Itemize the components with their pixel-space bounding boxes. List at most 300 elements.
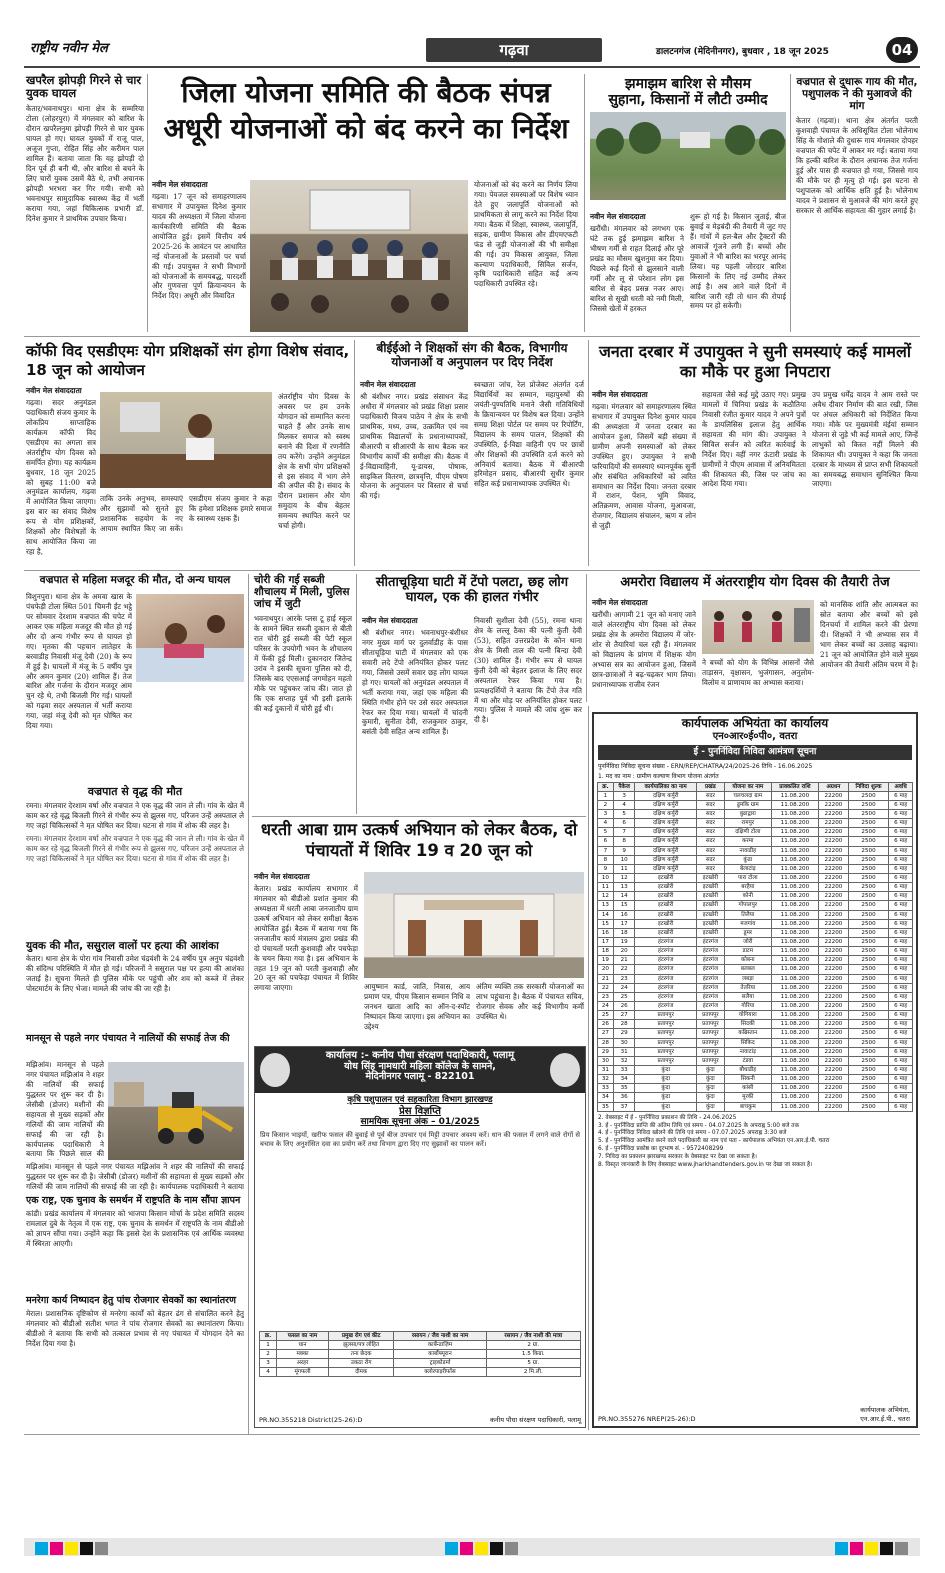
- table-cell: कुंदा: [696, 1084, 724, 1093]
- table-cell: 6 माह: [889, 1029, 913, 1038]
- amrora-col-2: ने बच्चों को योग के विभिन्न आसनों जैसे ताड़ासन, वृक्षासन, भुजंगासन, अनुलोम-विलोम व प्राणायाम का अभ्यास कराया।: [702, 658, 814, 687]
- table-cell: 6 माह: [889, 947, 913, 956]
- column-divider: [790, 74, 791, 332]
- janta-col-1: [592, 390, 696, 566]
- crop-disease-table: [259, 1331, 581, 1378]
- table-row: [598, 892, 913, 901]
- notice-header: [255, 1047, 585, 1093]
- table-cell: 4: [613, 800, 635, 809]
- table-cell: 22200: [819, 864, 849, 873]
- notice-plant-protection: [254, 1046, 586, 1428]
- table-cell: 11.08.200: [771, 1038, 818, 1047]
- tender-signature-2: एन.आर.ई.पी., चतरा: [860, 1415, 910, 1423]
- table-cell: इटखोरी: [696, 883, 724, 892]
- table-cell: 11.08.200: [771, 1056, 818, 1065]
- table-row: [598, 819, 913, 828]
- story-youth-death: [26, 940, 244, 1032]
- table-cell: मजगांव: [724, 919, 771, 928]
- table-cell: 11.08.200: [771, 947, 818, 956]
- table-cell: 4: [598, 819, 614, 828]
- story-lightning-woman: [26, 574, 244, 784]
- page-number-text: 04: [891, 41, 913, 59]
- table-cell: कोनी: [724, 892, 771, 901]
- table-cell: 22200: [819, 846, 849, 855]
- table-cell: 13: [613, 883, 635, 892]
- table-cell: 6 माह: [889, 1011, 913, 1020]
- table-cell: 2500: [848, 846, 889, 855]
- table-cell: इटखोरी: [635, 919, 696, 928]
- table-cell: 30: [613, 1038, 635, 1047]
- table-cell: 11.08.200: [771, 846, 818, 855]
- table-cell: 2500: [848, 947, 889, 956]
- section-rule: [24, 336, 920, 337]
- table-cell: 22200: [819, 938, 849, 947]
- table-cell: दक्षिण कर्पुरी: [635, 810, 696, 819]
- table-cell: 6 माह: [889, 938, 913, 947]
- section-bar: [426, 38, 602, 62]
- table-cell: इटखोरी: [635, 901, 696, 910]
- table-cell: 22200: [819, 819, 849, 828]
- elder-continued: [26, 834, 244, 938]
- notice-dept: कृषि पशुपालन एवं सहकारिता विभाग झारखण्ड: [347, 1095, 493, 1105]
- table-cell: पारा टोला: [724, 874, 771, 883]
- table-row: [598, 1084, 913, 1093]
- table-cell: इटखोरी: [635, 928, 696, 937]
- injured-photo: [136, 594, 244, 682]
- table-cell: 11.08.200: [771, 800, 818, 809]
- table-cell: 11.08.200: [771, 1020, 818, 1029]
- byline: नवीन मेल संवाददाता: [254, 872, 310, 881]
- table-cell: 2500: [848, 1020, 889, 1029]
- table-cell: 11.08.200: [771, 874, 818, 883]
- story-body: केतार (गढ़वा)। थाना क्षेत्र अंतर्गत परती कुशवाही पंचायत के अधिसूचित टोला भोलेनाथ सिंह के गोशाले की दुधारू गाय मंगलवार दोपहर वज्रपात की चपेट में आकर मर गई। बताया गया कि हल्की बारिश के दौरान अचानक तेज गर्जना हुई और पास ही वज्रपात हो गया, जिससे गाय की मौके पर ही मृत्यु हो गई। इस घटना से पशुपालक को आर्थिक क्षति हुई है। भोलेनाथ यादव ने प्रशासन से मुआवजे की मांग करते हुए सरकार से आर्थिक सहायता की गुहार लगाई है।: [796, 116, 918, 215]
- table-cell: हंटरगंज: [696, 983, 724, 992]
- injured-photo-illustration: [136, 594, 244, 682]
- table-row: [598, 947, 913, 956]
- tender-ref: पुनर्निविदा निविदा सूचना संख्या - ERN/REP/CHATRA/24/2025-26 तिथि - 16.06.2025: [598, 762, 813, 770]
- table-cell: 22200: [819, 901, 849, 910]
- table-cell: 22200: [819, 974, 849, 983]
- monsoon-continued-text: मझिआंव। मानसून से पहले नगर पंचायत मझिआंव ने शहर की नालियों की सफाई युद्धस्तर पर शुरू कर दी है। जेसीबी (डोजर) मशीनों की सहायता से मुख्य सड़कों और गलियों की जाम नालियों की सफाई की जा रही है। कार्यपालक पदाधिकारी ने बताया: [26, 1162, 244, 1191]
- footer-rule: [24, 1434, 920, 1435]
- table-row: [260, 1340, 581, 1349]
- tempo-col-2: निवासी सुशीला देवी (55), रमना थाना क्षेत्र के लल्लू ठैका की पत्नी कुंती देवी (53), सहित उत्तरप्रदेश के कोन थाना क्षेत्र के मिसी ताल की पत्नी बिन्दा देवी (30) शामिल हैं। गंभीर रूप से घायल कुंती देवी को बेहतर इलाज के लिए सदर अस्पताल रेफर किया गया है। प्रत्यक्षदर्शियों ने बताया कि टेंपो तेज गति में था और मोड़ पर अनियंत्रित होकर पलट गया। पुलिस ने मामले की जांच शुरू कर दी है।: [474, 616, 582, 725]
- table-cell: 13: [598, 901, 614, 910]
- table-cell: 6 माह: [889, 901, 913, 910]
- table-cell: तेतरिया: [724, 983, 771, 992]
- weather-col-1: [590, 212, 684, 332]
- story-body: गढ़वा। मंगलवार को समाहरणालय स्थित सभागार में उपायुक्त दिनेश कुमार यादव की अध्यक्षता में जनता दरबार का आयोजन हुआ, जिसमें बड़ी संख्या में ग्रामीण अपनी समस्याओं को लेकर उपस्थित हुए। उपायुक्त ने सभी फरियादियों की समस्याएं ध्यानपूर्वक सुनीं और संबंधित अधिकारियों को त्वरित समाधान का निर्देश दिया। जनता दरबार में राशन, पेंशन, भूमि विवाद, अतिक्रमण, आवास योजना, मुआवजा, रोजगार, विद्यालय संचालन, ऋण व लोन से जुड़ी: [592, 402, 696, 531]
- tender-note-line: 6. ई - पुनर्निविदा प्रकोष्ठ का दूरभाष सं. - 9572408299: [598, 1145, 724, 1152]
- table-cell: 22200: [819, 928, 849, 937]
- table-row: [598, 910, 913, 919]
- table-cell: 8: [613, 837, 635, 846]
- byline: नवीन मेल संवाददाता: [360, 380, 416, 389]
- lead-headline-2: अधूरी योजनाओं को बंद करने का निर्देश: [163, 111, 569, 145]
- table-cell: 11.08.200: [771, 1075, 818, 1084]
- notice-office-line-3: मेदिनीनगर पलामू - 822101: [365, 1071, 475, 1083]
- table-header-cell: फसल का नाम: [277, 1331, 329, 1340]
- table-row: [598, 1056, 913, 1065]
- rain-field-illustration: [590, 112, 786, 200]
- table-cell: 11.08.200: [771, 1066, 818, 1075]
- table-cell: 6 माह: [889, 1056, 913, 1065]
- table-cell: दक्षिणी टोला: [724, 828, 771, 837]
- table-cell: 7: [598, 846, 614, 855]
- notice-press: प्रेस विज्ञप्ति: [399, 1105, 441, 1117]
- table-row: [598, 864, 913, 873]
- table-cell: 11.08.200: [771, 965, 818, 974]
- table-cell: 6 माह: [889, 810, 913, 819]
- table-row: [598, 1047, 913, 1056]
- table-row: [598, 791, 913, 800]
- table-header-cell: योजना का नाम: [724, 782, 771, 791]
- table-cell: 10: [613, 855, 635, 864]
- notice-table-wrap: [255, 1331, 585, 1378]
- table-row: [598, 837, 913, 846]
- table-header-cell: पैकेज: [613, 782, 635, 791]
- story-body: केतार। थाना क्षेत्र के पोरा गांव निवासी उमेश चंद्रवंशी के 24 वर्षीय पुत्र अनुप चंद्रवंशी की संदिग्ध परिस्थिति में मौत हो गई। परिजनों ने ससुराल पक्ष पर हत्या की आशंका जताई है। सूचना मिलते ही पुलिस मौके पर पहुंची और शव को कब्जे में लेकर पोस्टमार्टम के लिए भेजा। मामले की जांच की जा रही है।: [26, 954, 244, 993]
- beeo-col-2: स्वच्छता जांच, रेल प्रोजेक्ट अंतर्गत दर्ज विद्यार्थियों का सम्मान, महापुरुषों की जयंती-पुण्यतिथि मनाने जैसी गतिविधियों के क्रियान्वयन पर विशेष बल दिया। उन्होंने समग्र शिक्षा पोर्टल पर समय पर रिपोर्टिंग, विद्यालय के समय पालन, शिक्षकों की उपस्थिति, ई-विद्या वाहिनी एप पर छात्रों और शिक्षकों की उपस्थिति दर्ज करने को अनिवार्य बताया। बैठक में बीआरपी हरिमोहन प्रसाद, बीआरपी सुधीर कुमार सहित कई प्रधानाध्यापक उपस्थित थे।: [474, 380, 584, 489]
- table-cell: 2500: [848, 956, 889, 965]
- table-cell: दक्षिण कर्पुरी: [635, 864, 696, 873]
- table-cell: 20: [613, 947, 635, 956]
- tender-table: [597, 782, 913, 1112]
- table-cell: 2500: [848, 1029, 889, 1038]
- table-cell: 28: [598, 1038, 614, 1047]
- table-header-cell: प्राक्कलित राशि: [771, 782, 818, 791]
- table-cell: 22: [598, 983, 614, 992]
- table-cell: 22200: [819, 919, 849, 928]
- table-cell: प्रतापपुर: [696, 1038, 724, 1047]
- table-cell: 12: [613, 874, 635, 883]
- column-divider: [356, 574, 357, 814]
- table-cell: 22200: [819, 791, 849, 800]
- table-cell: प्रतापपुर: [635, 1011, 696, 1020]
- table-cell: दक्षिण कर्पुरी: [635, 800, 696, 809]
- headline: खपरैल झोपड़ी गिरने से चार युवक घायल: [26, 73, 142, 101]
- table-cell: ढुमकि ग्राम: [724, 800, 771, 809]
- table-cell: 14: [598, 910, 614, 919]
- table-cell: धान: [277, 1340, 329, 1349]
- table-header-cell: प्रखंड: [696, 782, 724, 791]
- byline: नवीन मेल संवाददाता: [26, 386, 82, 395]
- table-cell: 11.08.200: [771, 1011, 818, 1020]
- table-cell: 11.08.200: [771, 974, 818, 983]
- table-cell: 2500: [848, 828, 889, 837]
- table-cell: 16: [613, 910, 635, 919]
- table-cell: 2500: [848, 910, 889, 919]
- table-cell: 2500: [848, 864, 889, 873]
- headline: कॉफी विद एसडीएमः योग प्रशिक्षकों संग होगा विशेष संवाद, 18 जून को आयोजन: [26, 342, 350, 379]
- table-cell: 22200: [819, 828, 849, 837]
- column-divider: [248, 574, 249, 1434]
- table-cell: इटखोरी: [696, 901, 724, 910]
- table-cell: 11.08.200: [771, 791, 818, 800]
- story-theft: [254, 574, 352, 814]
- table-cell: 11.08.200: [771, 983, 818, 992]
- table-cell: 6 माह: [889, 883, 913, 892]
- color-strip-center: [444, 1540, 519, 1559]
- dharti-col-1: [254, 872, 358, 1040]
- table-row: [598, 846, 913, 855]
- block-office-photo: [364, 872, 584, 978]
- table-cell: 8: [598, 855, 614, 864]
- table-cell: 20: [598, 965, 614, 974]
- table-cell: हंटरगंज: [696, 947, 724, 956]
- table-cell: हंटरगंज: [696, 938, 724, 947]
- registration-swatch: [35, 1542, 48, 1555]
- tender-note-line: 2. वेबसाइट में ई - पुनर्निविदा प्रकाशन की तिथि - 24.06.2025: [598, 1114, 737, 1121]
- table-cell: प्रतापपुर: [635, 1047, 696, 1056]
- table-cell: इटखोरी: [635, 910, 696, 919]
- janta-col-3: उप प्रमुख धर्मेंद्र यादव ने आम रास्ते पर अवैध दीवार निर्माण की बात रखी, जिस पर अंचल अधिकारी को निर्देशित किया गया। मौके पर मुख्यमंत्री मंईयां सम्मान योजना से जुड़े भी कई मामले आए, जिन्हें लाभुकों को किस्त नहीं मिलने की शिकायत थी। उपायुक्त ने कहा कि जनता दरबार के माध्यम से प्राप्त सभी शिकायतों का समयबद्ध समाधान सुनिश्चित किया जाएगा।: [812, 390, 918, 489]
- amrora-col-1: [592, 598, 696, 702]
- tender-note-line: 7. निविदा का प्रकाशन झारखण्ड सरकार के वेबसाइट पर देखा जा सकता है।: [598, 1153, 757, 1160]
- tender-sub: 1. मद का नाम : ग्रामीण कल्याण विभाग योजना अंतर्गत: [598, 772, 719, 780]
- table-cell: 1.5 किग्रा.: [486, 1349, 580, 1358]
- table-cell: योगियारा: [724, 1011, 771, 1020]
- table-cell: ट्राइकोडर्मा: [394, 1359, 486, 1368]
- table-cell: 2500: [848, 800, 889, 809]
- table-cell: 22200: [819, 855, 849, 864]
- table-cell: 2500: [848, 1056, 889, 1065]
- table-cell: 22200: [819, 1056, 849, 1065]
- table-cell: दक्षिण कर्पुरी: [635, 846, 696, 855]
- table-cell: सदर: [696, 846, 724, 855]
- dharti-col-3: अंतिम व्यक्ति तक सरकारी योजनाओं का लाभ पहुंचाना है। बैठक में पंचायत सचिव, रोजगार सेवक और कई विभागीय कर्मी उपस्थित थे।: [476, 982, 584, 1021]
- table-cell: 1: [598, 791, 614, 800]
- table-cell: 3: [598, 810, 614, 819]
- story-beeo: [360, 342, 584, 566]
- sdm-photo: [100, 392, 272, 488]
- table-header-cell: प्रमुख रोग एवं कीट: [328, 1331, 394, 1340]
- table-cell: 6 माह: [889, 965, 913, 974]
- paper-name: राष्ट्रीय नवीन मेल: [30, 41, 108, 56]
- table-cell: 28: [613, 1020, 635, 1029]
- tender-heading-1: कार्यपालक अभियंता का कार्यालय: [681, 716, 829, 730]
- table-cell: 2500: [848, 791, 889, 800]
- table-cell: सिदकी: [724, 1020, 771, 1029]
- registration-swatch: [505, 1542, 518, 1555]
- table-cell: 2500: [848, 974, 889, 983]
- table-cell: 10: [598, 874, 614, 883]
- table-cell: झुलसा/पत्र लोहित: [328, 1340, 394, 1349]
- tender-signature: [860, 1405, 910, 1423]
- table-cell: 2500: [848, 1047, 889, 1056]
- lead-col-2: योजनाओं को बंद करने का निर्णय लिया गया। पेयजल समस्याओं पर विशेष ध्यान देते हुए जलापूर्ति योजनाओं को प्राथमिकता से लागू करने का निर्देश दिया गया। बैठक में शिक्षा, स्वास्थ्य, जलापूर्ति, सड़क, ग्रामीण विकास और डीएमएफटी फंड से जुड़ी योजनाओं की भी समीक्षा की गई। उप विकास आयुक्त, जिला कल्याण पदाधिकारी, सिविल सर्जन, कृषि पदाधिकारी सहित कई अन्य पदाधिकारी उपस्थित रहे।: [474, 180, 578, 289]
- table-cell: 4: [260, 1368, 277, 1377]
- story-lead: [152, 76, 580, 334]
- table-cell: 36: [613, 1093, 635, 1102]
- table-cell: 2500: [848, 855, 889, 864]
- table-cell: 6 माह: [889, 1075, 913, 1084]
- tender-heading-2: एन०आर०ई०पी०, वतरा: [712, 730, 798, 742]
- table-cell: प्रतापपुर: [696, 1029, 724, 1038]
- table-cell: 19: [598, 956, 614, 965]
- table-row: [598, 938, 913, 947]
- registration-swatch: [835, 1542, 848, 1555]
- table-cell: 22200: [819, 837, 849, 846]
- table-cell: 22200: [819, 883, 849, 892]
- table-cell: हंटरगंज: [635, 1002, 696, 1011]
- table-row: [598, 800, 913, 809]
- table-row: [598, 1038, 913, 1047]
- byline: नवीन मेल संवाददाता: [362, 616, 418, 625]
- table-cell: उकठा रोग: [328, 1359, 394, 1368]
- story-lightning-elder: [26, 786, 244, 832]
- table-cell: मूंगफली: [277, 1368, 329, 1377]
- headline: मानसून से पहले नगर पंचायत ने नालियों की सफाई तेज की: [26, 1033, 230, 1044]
- story-body: खरौंधी। मंगलवार को लगभग एक घंटे तक हुई झमाझम बारिश ने भीषण गर्मी से राहत दिलाई और पूरे प्रखंड का मौसम खुशनुमा कर दिया। पिछले कई दिनों से झुलसाने वाली गर्मी और लू से परेशान लोग इस बारिश से बेहद प्रसन्न नजर आए। बारिश से सूखी धरती को नमी मिली, जिससे खेतों में हरकत: [590, 224, 684, 313]
- table-cell: 22200: [819, 1029, 849, 1038]
- table-cell: 5: [613, 810, 635, 819]
- lead-col-1: [152, 180, 246, 332]
- table-cell: कुंदा: [696, 1075, 724, 1084]
- table-cell: 3: [613, 791, 635, 800]
- story-body: श्री बंशीधर नगर। प्रखंड संसाधन केंद्र अधौरा में मंगलवार को प्रखंड शिक्षा प्रसार पदाधिकारी विजय पाठेय ने क्षेत्र के सभी प्राथमिक, मध्य, उच्च, उत्क्रमित एवं नव प्राथमिक विद्यालयों के प्रधानाध्यापकों, बीआरपी व सीआरपी के साथ बैठक कर विभागीय कार्यों की समीक्षा की। बैठक में ई-विद्यावाहिनी, यू-डायस, पोषाक, साइकिल वितरण, छात्रवृत्ति, पीएम पोषण योजना के अनुपालन पर विस्तार से चर्चा की गई।: [360, 392, 468, 501]
- table-cell: 2: [598, 800, 614, 809]
- table-cell: 11.08.200: [771, 1093, 818, 1102]
- story-body: भवनाथपुर। आरके प्लस टू हाई स्कूल के सामने स्थित सब्जी दुकान से बीती रात चोरी हुई सब्जी की पेटी स्कूल परिसर के उपयोगी भवन के शौचालय में फेंकी हुई मिली। दुकानदार जितेन्द्र उरांव ने इसकी सूचना पुलिस को दी, जिसके बाद एएसआई जगमोहन महतो मौके पर पहुंचकर जांच की। जात हो कि एक सप्ताह पूर्व भी इसी इलाके की कई दुकानों में चोरी हुई थी।: [254, 614, 352, 713]
- table-cell: सदर: [696, 800, 724, 809]
- byline: नवीन मेल संवाददाता: [152, 180, 208, 189]
- table-cell: 2500: [848, 1002, 889, 1011]
- table-cell: सिकिद: [724, 1038, 771, 1047]
- weather-col-2: शुरू हो गई है। किसान जुताई, बीज बुवाई व मेड़बंदी की तैयारी में जुट गए हैं। गांवों में हल-बैल और ट्रैक्टरों की आवाजें गूंजने लगी हैं। बच्चों और युवाओं ने भी बारिश का भरपूर आनंद लिया। यह पहली जोरदार बारिश किसानों के लिए नई उम्मीद लेकर आई है। अब आने वाले दिनों में बारिश जारी रही तो धान की रोपाई समय पर हो सकेगी।: [690, 212, 786, 311]
- table-cell: 6 माह: [889, 1084, 913, 1093]
- tender-header-row: [598, 782, 913, 791]
- table-cell: 1: [260, 1340, 277, 1349]
- column-divider: [588, 340, 589, 566]
- table-cell: डूमर: [724, 928, 771, 937]
- table-cell: 6 माह: [889, 791, 913, 800]
- table-cell: 6 माह: [889, 974, 913, 983]
- table-cell: 23: [613, 974, 635, 983]
- table-cell: 5 ग्रा.: [486, 1359, 580, 1368]
- headline: वज्रपात से महिला मजदूर की मौत, दो अन्य घायल: [39, 574, 231, 586]
- table-cell: मक्का: [277, 1349, 329, 1358]
- table-cell: 2500: [848, 1102, 889, 1111]
- story-body: खरौंधी। आगामी 21 जून को मनाए जाने वाले अंतरराष्ट्रीय योग दिवस को लेकर प्रखंड क्षेत्र के अमरोरा विद्यालय में जोर-शोर से तैयारियां चल रही हैं। मंगलवार को विद्यालय के प्रांगण में शिक्षक योग अभ्यास सत्र का आयोजन हुआ, जिसमें छात्र-छात्राओं ने बढ़-चढ़कर भाग लिया। प्रधानाध्यापक राजीव रंजन: [592, 610, 696, 689]
- table-cell: 6 माह: [889, 983, 913, 992]
- story-monsoon-drain: [26, 1034, 244, 1160]
- story-weather: [590, 76, 786, 334]
- table-cell: 5: [598, 828, 614, 837]
- column-divider: [584, 74, 585, 332]
- table-cell: दक्षिण कर्पुरी: [635, 791, 696, 800]
- table-cell: 22200: [819, 1093, 849, 1102]
- table-cell: 11.08.200: [771, 855, 818, 864]
- table-cell: सदर: [696, 791, 724, 800]
- table-cell: हंटरगंज: [635, 992, 696, 1001]
- table-cell: 32: [613, 1056, 635, 1065]
- table-cell: 22200: [819, 1084, 849, 1093]
- table-row: [598, 928, 913, 937]
- coffee-col-below: ताकि उनके अनुभव, समस्याएं और सुझावों को सुनते हुए प्रशासनिक सहयोग के नए आयाम स्थापित किए जा सकें। एसडीएम संजय कुमार ने कहा कि हमेशा प्रशिक्षक हमारे समाज के स्वास्थ्य रक्षक हैं।: [100, 494, 272, 533]
- table-cell: 22200: [819, 1020, 849, 1029]
- table-cell: प्रतापपुर: [696, 1056, 724, 1065]
- table-cell: 2500: [848, 883, 889, 892]
- table-cell: 6: [613, 819, 635, 828]
- table-cell: 6 माह: [889, 992, 913, 1001]
- meeting-photo-illustration: [250, 180, 468, 332]
- coffee-col-2: अंतर्राष्ट्रीय योग दिवस के अवसर पर हम उनके योगदान को सम्मानित करना चाहते हैं और उनके साथ मिलकर समाज को स्वस्थ बनाने की दिशा में रणनीति तय करेंगे। उन्होंने अनुमंडल क्षेत्र के सभी योग प्रशिक्षकों से इस संवाद में भाग लेने की अपील की है। संवाद के दौरान प्रशासन और योग समुदाय के बीच बेहतर समन्वय स्थापित करने पर चर्चा होगी।: [278, 392, 350, 531]
- table-row: [598, 1002, 913, 1011]
- amrora-col-3: को मानसिक शांति और आत्मबल का स्रोत बताया और बच्चों को इसे दिनचर्या में शामिल करने की प्रेरणा दी। शिक्षकों ने भी अभ्यास सत्र में भाग लेकर बच्चों का उत्साह बढ़ाया। 21 जून को आयोजित होने वाले मुख्य आयोजन की तैयारी अंतिम चरण में है।: [820, 600, 918, 669]
- table-cell: कुंडा: [724, 855, 771, 864]
- story-janta-darbar: [592, 342, 918, 566]
- table-cell: बुढाद्वारा: [724, 810, 771, 819]
- notice-office-line-2: योध सिंह नामधारी महिला कॉलेज के सामने,: [344, 1060, 496, 1072]
- table-cell: 22200: [819, 1102, 849, 1111]
- table-cell: 32: [598, 1075, 614, 1084]
- janta-col-2: सहायता जैसे कई मुद्दे उठाए गए। प्रमुख मामलों में चिनिया प्रखंड के कठौतिया निवासी रंजीत कुमार यादव ने अपने पुत्रों के डायलिसिस इलाज हेतु आर्थिक सहायता की मांग की। उपायुक्त ने सिविल सर्जन को त्वरित कार्रवाई के निर्देश दिए। वहीं नगर ऊंटारी प्रखंड के ग्रामीणों ने पीएम आवास में अनियमितता की शिकायत की, जिस पर जांच का आदेश दिया गया।: [702, 390, 806, 489]
- table-cell: 6 माह: [889, 956, 913, 965]
- table-cell: सदर: [696, 828, 724, 837]
- table-cell: प्रतापपुर: [696, 1020, 724, 1029]
- tender-title: ई - पुनर्निविदा निविदा आमंत्रण सूचना: [693, 747, 817, 758]
- table-cell: 30: [598, 1056, 614, 1065]
- story-coffee-sdm: [26, 342, 350, 566]
- table-cell: इटखोरी: [696, 928, 724, 937]
- column-divider: [354, 340, 355, 566]
- table-cell: 12: [598, 892, 614, 901]
- table-cell: 15: [613, 901, 635, 910]
- table-cell: 6 माह: [889, 855, 913, 864]
- drain-cleaning-photo: [108, 1062, 244, 1160]
- table-cell: 23: [598, 992, 614, 1001]
- table-cell: 2500: [848, 819, 889, 828]
- column-divider: [586, 574, 587, 702]
- table-cell: हंटरगंज: [635, 956, 696, 965]
- registration-swatch: [95, 1542, 108, 1555]
- table-cell: 2500: [848, 1011, 889, 1020]
- registration-swatch: [445, 1542, 458, 1555]
- table-cell: प्रतापपुर: [635, 1056, 696, 1065]
- registration-swatch: [865, 1542, 878, 1555]
- table-cell: 2500: [848, 901, 889, 910]
- table-cell: 19: [613, 938, 635, 947]
- story-amrora-yoga: [592, 576, 918, 704]
- table-cell: 2500: [848, 1038, 889, 1047]
- notice-tender: [592, 712, 918, 1428]
- table-cell: 2500: [848, 938, 889, 947]
- table-cell: 22200: [819, 810, 849, 819]
- table-row: [598, 1029, 913, 1038]
- registration-swatch: [895, 1542, 908, 1555]
- story-manrega: [26, 1296, 244, 1422]
- table-header-cell: रसायन / जैव नाशी की मात्रा: [486, 1331, 580, 1340]
- registration-swatch: [850, 1542, 863, 1555]
- table-cell: 6 माह: [889, 919, 913, 928]
- table-cell: 17: [613, 919, 635, 928]
- table-cell: प्रतापपुर: [696, 1011, 724, 1020]
- meeting-photo: [250, 180, 468, 332]
- table-cell: 11.08.200: [771, 810, 818, 819]
- table-cell: तना छेदक: [328, 1349, 394, 1358]
- table-cell: जबड़ा: [724, 974, 771, 983]
- jcb-illustration: [108, 1062, 244, 1160]
- table-cell: 2500: [848, 837, 889, 846]
- table-cell: 11.08.200: [771, 910, 818, 919]
- table-cell: 22: [613, 965, 635, 974]
- table-cell: मुरकी: [724, 1093, 771, 1102]
- table-cell: 6 माह: [889, 874, 913, 883]
- byline: नवीन मेल संवाददाता: [592, 390, 648, 399]
- table-cell: 25: [598, 1011, 614, 1020]
- registration-strip: [24, 1538, 920, 1556]
